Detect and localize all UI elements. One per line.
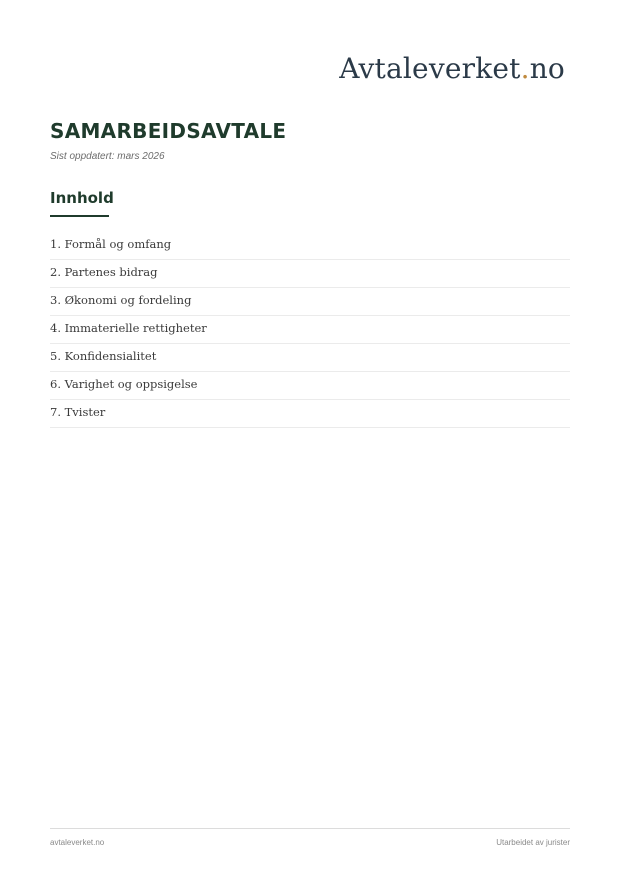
last-updated: Sist oppdatert: mars 2026 bbox=[50, 151, 165, 162]
logo-tld: no bbox=[529, 52, 565, 85]
toc-item-immaterielle[interactable]: 4. Immaterielle rettigheter bbox=[50, 316, 570, 344]
document-title: SAMARBEIDSAVTALE bbox=[50, 119, 287, 143]
logo-name: Avtaleverket bbox=[339, 52, 521, 85]
footer-credit: Utarbeidet av jurister bbox=[496, 838, 570, 847]
logo-dot: . bbox=[520, 52, 530, 85]
toc-item-tvister[interactable]: 7. Tvister bbox=[50, 400, 570, 428]
toc-item-okonomi[interactable]: 3. Økonomi og fordeling bbox=[50, 288, 570, 316]
footer-divider bbox=[50, 828, 570, 829]
toc-item-formal[interactable]: 1. Formål og omfang bbox=[50, 232, 570, 260]
table-of-contents bbox=[50, 232, 570, 428]
toc-heading: Innhold bbox=[50, 189, 114, 207]
toc-item-bidrag[interactable]: 2. Partenes bidrag bbox=[50, 260, 570, 288]
footer-site: avtaleverket.no bbox=[50, 838, 105, 847]
toc-item-konfidensialitet[interactable]: 5. Konfidensialitet bbox=[50, 344, 570, 372]
toc-item-varighet[interactable]: 6. Varighet og oppsigelse bbox=[50, 372, 570, 400]
toc-heading-underline bbox=[50, 215, 109, 217]
site-logo bbox=[339, 52, 565, 85]
